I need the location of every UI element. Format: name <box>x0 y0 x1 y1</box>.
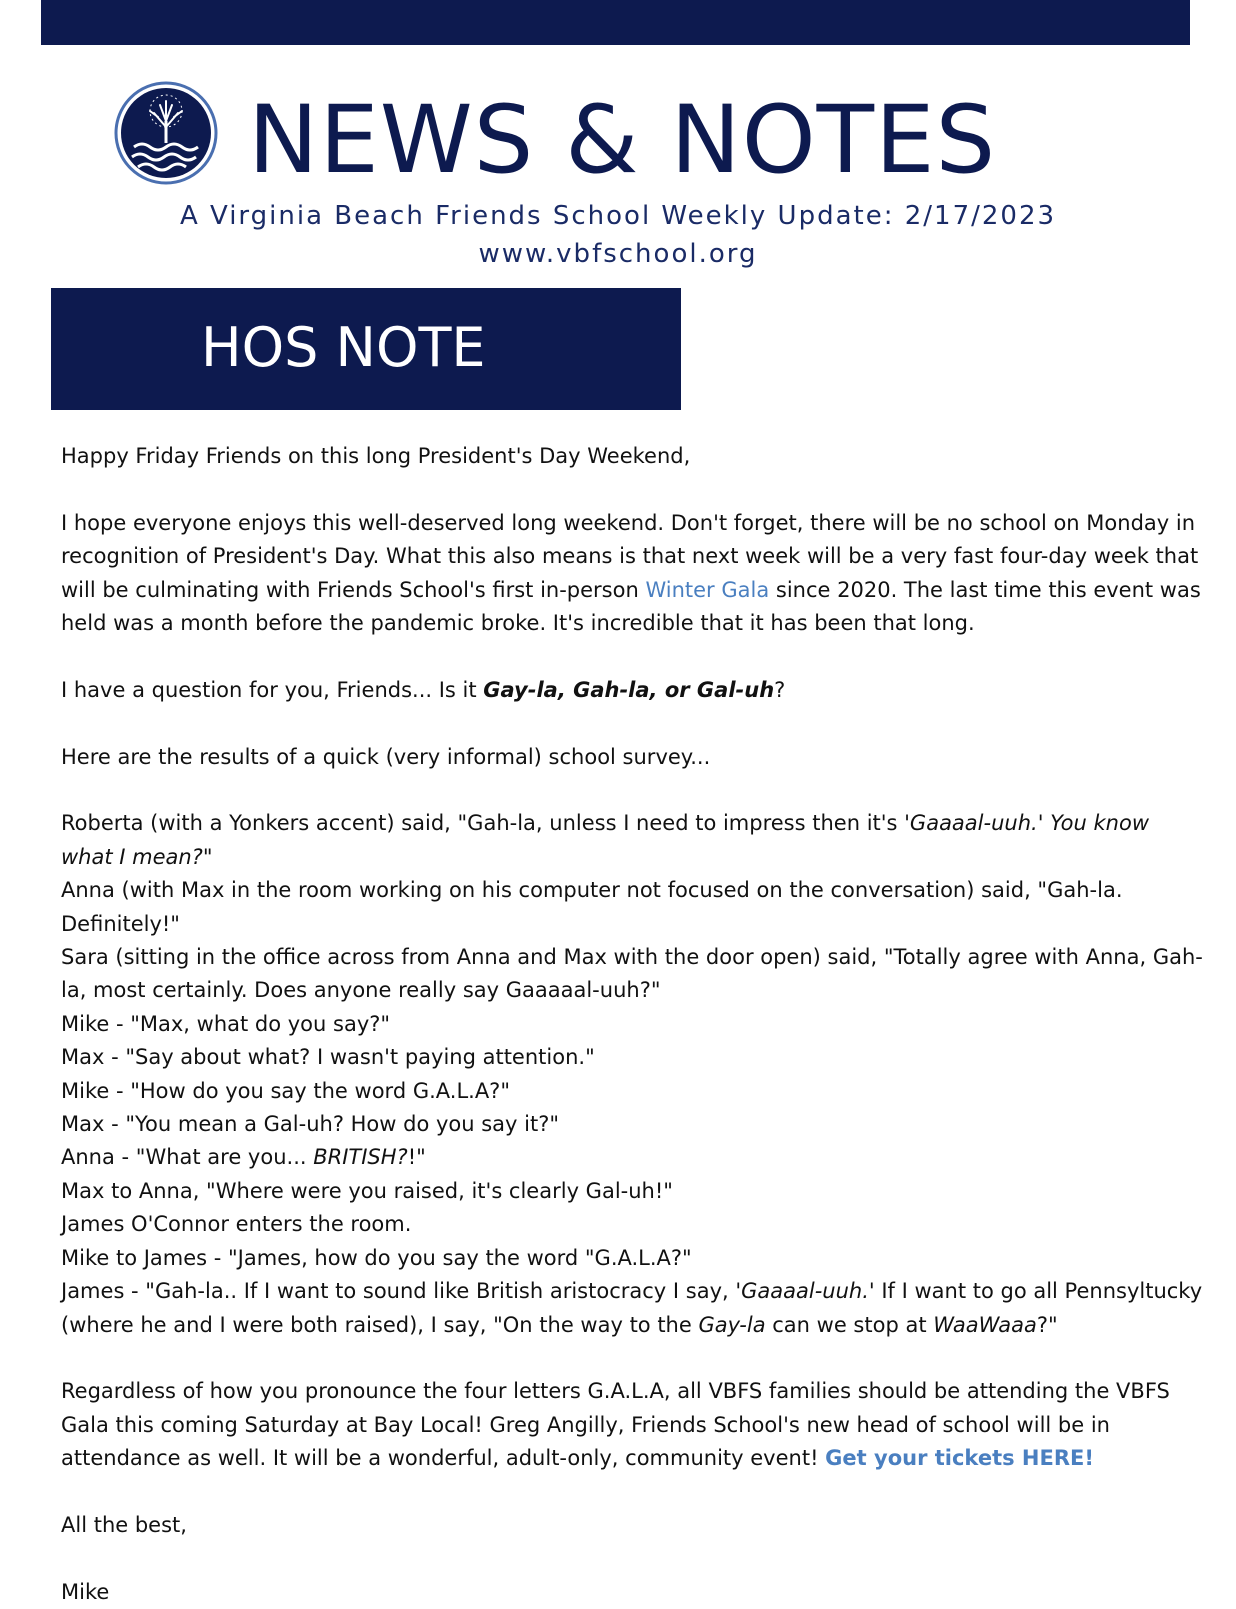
school-logo-icon <box>114 81 218 185</box>
get-tickets-link[interactable]: Get your tickets HERE! <box>825 1446 1094 1471</box>
dialogue-line: Max - "You mean a Gal-uh? How do you say it?" <box>61 1112 560 1137</box>
survey-intro: Here are the results of a quick (very informal) school survey... <box>61 744 711 769</box>
pronunciation-options: Gay-la, Gah-la, or Gal-uh <box>483 677 775 702</box>
greeting: Happy Friday Friends on this long President's Day Weekend, <box>61 444 691 468</box>
dialogue-line: Mike - "How do you say the word G.A.L.A?" <box>61 1078 510 1103</box>
dialogue-line: Roberta (with a Yonkers accent) said, "Gah-la, unless I need to impress then it's 'Gaaaal-uuh.' You know what I mean?" <box>61 811 1149 869</box>
winter-gala-link[interactable]: Winter Gala <box>645 577 770 602</box>
paragraph-intro: I hope everyone enjoys this well-deserved long weekend. Don't forget, there will be no school on Monday in recognition of President's Day. What this also means is that next week will be a very fast four-day week that will be culminating with Friends School's first in-person Winter Gala since 2020. The last time this event was held was a month before the pandemic broke. It's incredible that it has been that long. <box>61 510 1201 636</box>
dialogue-line: Anna (with Max in the room working on his computer not focused on the conversation) said, "Gah-la. Definitely!" <box>61 878 1123 936</box>
dialogue-line: Max - "Say about what? I wasn't paying attention." <box>61 1045 595 1070</box>
top-bar <box>41 0 1190 45</box>
dialogue-line: Max to Anna, "Where were you raised, it's clearly Gal-uh!" <box>61 1178 673 1203</box>
dialogue-line: Sara (sitting in the office across from Anna and Max with the door open) said, "Totally agree with Anna, Gah-la, most certainly. Does anyone really say Gaaaaal-uuh?" <box>61 945 1203 1003</box>
newsletter-subtitle: A Virginia Beach Friends School Weekly Update: 2/17/2023 <box>179 201 1057 231</box>
dialogue-line: Anna - "What are you... BRITISH?!" <box>61 1145 426 1170</box>
letter-body <box>61 440 1206 1609</box>
dialogue-line: Mike to James - "James, how do you say the word "G.A.L.A?" <box>61 1245 692 1270</box>
dialogue-line: Mike - "Max, what do you say?" <box>61 1011 391 1036</box>
dialogue-line: James - "Gah-la.. If I want to sound like British aristocracy I say, 'Gaaaal-uuh.' If I want to go all Pennsyltucky (where he and I were both raised), I say, "On the way to the Gay-la can we stop at WaaWaaa?" <box>61 1279 1203 1337</box>
question-paragraph: I have a question for you, Friends... Is it Gay-la, Gah-la, or Gal-uh? <box>61 677 786 702</box>
dialogue-line: James O'Connor enters the room. <box>61 1212 412 1237</box>
signoff: All the best, <box>61 1512 187 1537</box>
closing-paragraph: Regardless of how you pronounce the four letters G.A.L.A, all VBFS families should be attending the VBFS Gala this coming Saturday at Bay Local! Greg Angilly, Friends School's new head of school will be in attendance as well. It will be a wonderful, adult-only, community event! Get your tickets HERE! <box>61 1379 1170 1471</box>
signature: Mike <box>61 1579 110 1604</box>
section-banner <box>51 288 681 410</box>
masthead-title: NEWS & NOTES <box>248 86 997 195</box>
section-title: HOS NOTE <box>201 316 486 379</box>
website-url[interactable]: www.vbfschool.org <box>478 239 758 269</box>
